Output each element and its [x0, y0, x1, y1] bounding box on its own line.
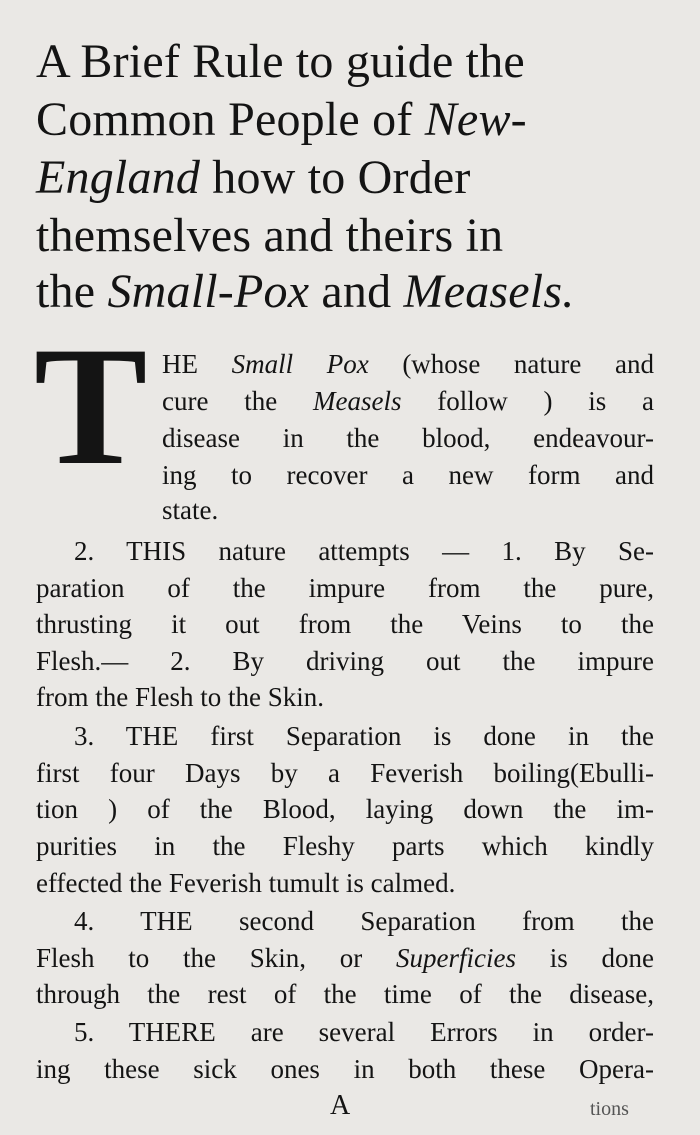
section1-line-3: disease in the blood, endeavour- [162, 423, 654, 453]
section1-line-2 [162, 383, 654, 419]
section4-line-2 [36, 940, 654, 976]
title-text: and [309, 265, 404, 318]
title-italic: New- [424, 93, 527, 146]
body-text: follow ) is a [401, 386, 654, 416]
body-italic: Small Pox [231, 349, 369, 379]
title-line-4: themselves and theirs in [36, 209, 504, 262]
section5-line-1: 5. THERE are several Errors in order- [74, 1017, 654, 1047]
title-italic: Small-Pox [107, 265, 310, 318]
signature-mark: A [330, 1090, 351, 1121]
section1-line-5: state. [162, 495, 219, 525]
section2-line-4: Flesh.— 2. By driving out the impure [36, 646, 654, 676]
title-line-2 [36, 90, 666, 150]
section1-line-1 [162, 346, 654, 382]
title-line-1: A Brief Rule to guide the [36, 35, 525, 88]
title-italic: Measels. [403, 265, 575, 318]
body-text: (whose nature and [368, 349, 654, 379]
body-italic: Superficies [396, 943, 516, 973]
section3-line-4: purities in the Fleshy parts which kindly [36, 831, 654, 861]
section3-line-5: effected the Feverish tumult is calmed. [36, 868, 456, 898]
section1-line-4: ing to recover a new form and [162, 460, 654, 490]
title-text: Common People of [36, 93, 425, 146]
section2-line-5: from the Flesh to the Skin. [36, 682, 324, 712]
section2-line-1: 2. THIS nature attempts — 1. By Se- [74, 536, 654, 566]
body-text: is done [516, 943, 654, 973]
title-italic: England [36, 151, 201, 204]
title-line-3 [36, 148, 666, 208]
section2-line-2: paration of the impure from the pure, [36, 573, 654, 603]
catchword: tions [590, 1098, 629, 1120]
section4-line-3: through the rest of the time of the disease, [36, 979, 654, 1009]
body-italic: Measels [312, 386, 402, 416]
section2-line-3: thrusting it out from the Veins to the [36, 609, 654, 639]
section3-line-2: first four Days by a Feverish boiling(Ebulli- [36, 758, 654, 788]
section3-line-1: 3. THE first Separation is done in the [74, 721, 654, 751]
body-text: HE [162, 349, 232, 379]
body-text: Flesh to the Skin, or [36, 943, 397, 973]
title-text: the [36, 265, 108, 318]
title-text: how to Order [200, 151, 471, 204]
drop-cap: T [34, 312, 148, 500]
section3-line-3: tion ) of the Blood, laying down the im- [36, 794, 654, 824]
section4-line-1: 4. THE second Separation from the [74, 906, 654, 936]
body-text: cure the [162, 386, 313, 416]
section5-line-2: ing these sick ones in both these Opera- [36, 1054, 654, 1084]
